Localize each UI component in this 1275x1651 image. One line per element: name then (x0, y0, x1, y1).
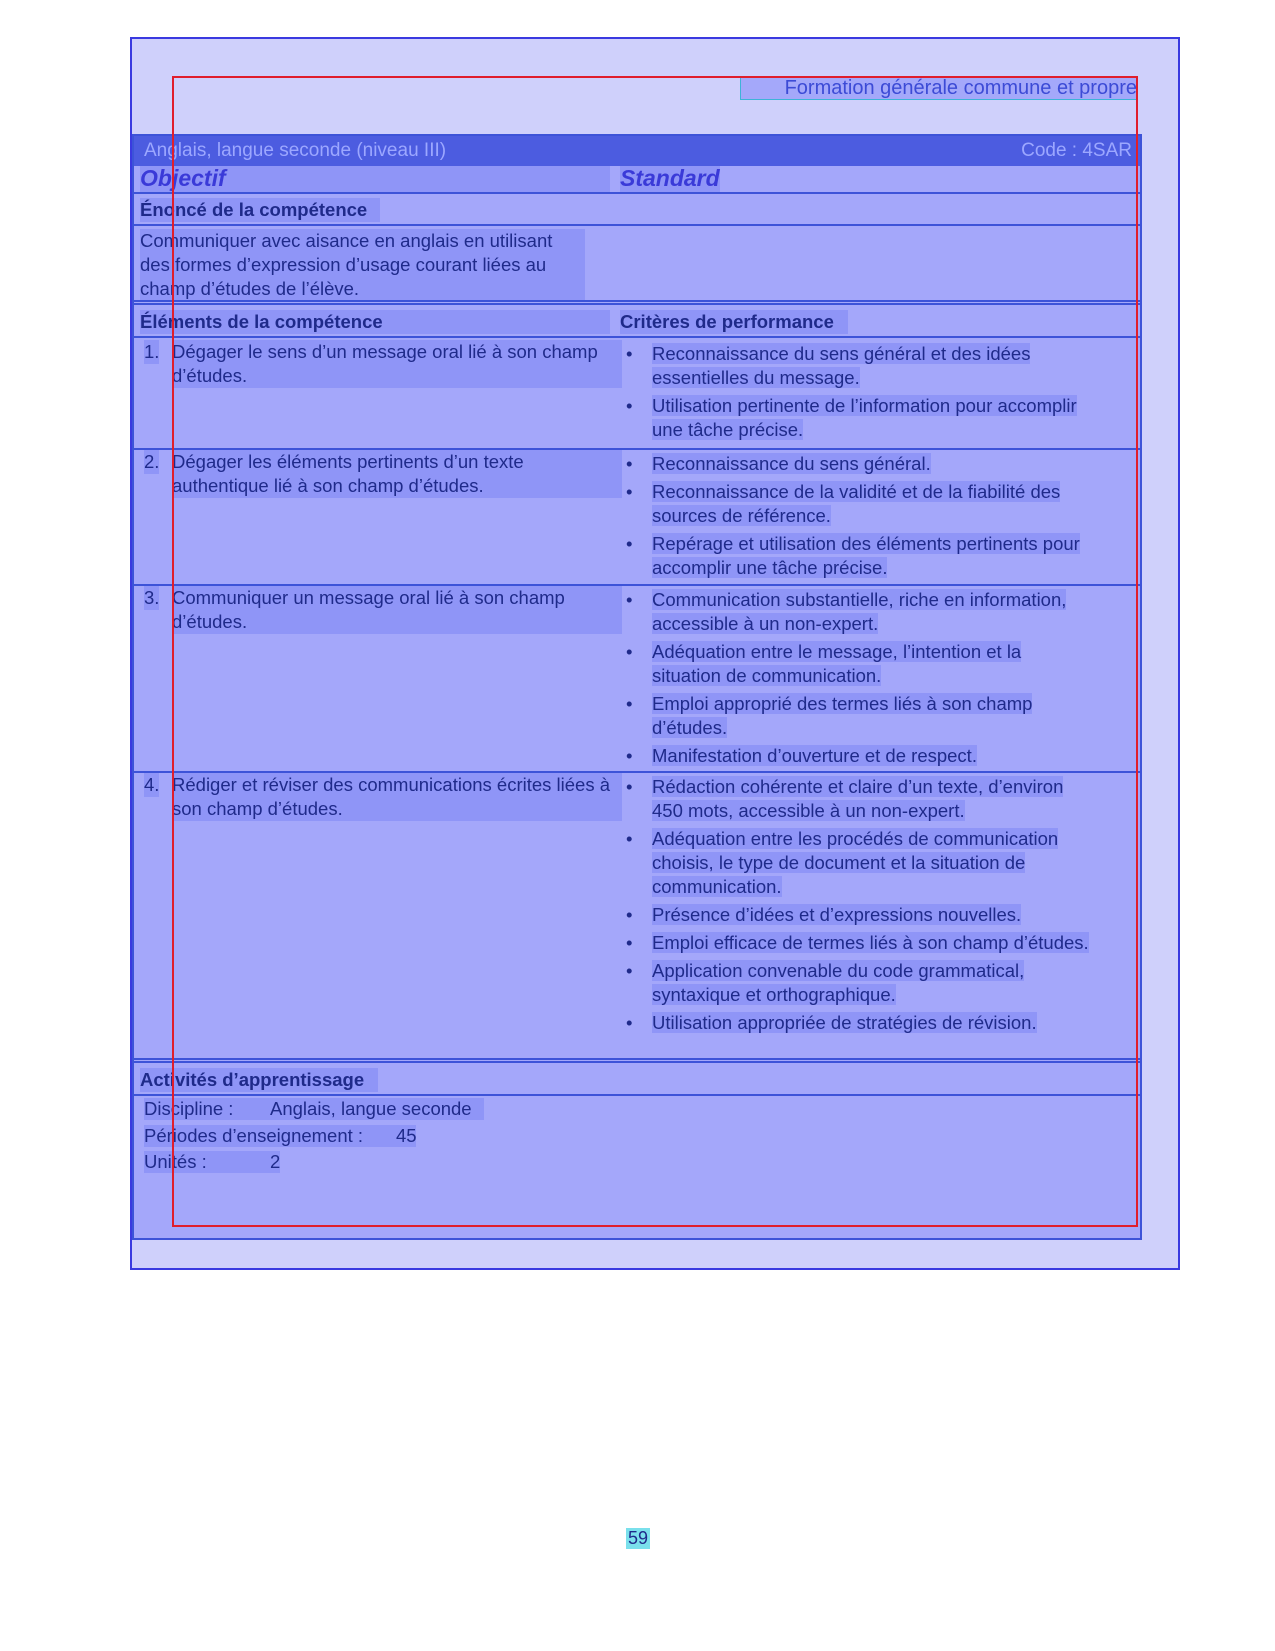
criterion-item (624, 394, 1094, 442)
course-title-bar (134, 136, 1140, 166)
bullet-icon: • (626, 745, 633, 766)
bullet-icon: • (626, 589, 633, 610)
criterion-text: Adéquation entre les procédés de communication choisis, le type de document et la situation de communication. (652, 828, 1059, 897)
bullet-icon: • (626, 776, 633, 797)
discipline-line (144, 1098, 484, 1120)
program-header: Formation générale commune et propre (740, 76, 1138, 100)
criterion-item (624, 931, 1094, 955)
criterion-item (624, 827, 1094, 899)
criterion-text: Repérage et utilisation des éléments pertinents pour accomplir une tâche précise. (652, 533, 1080, 578)
criterion-item (624, 744, 1094, 768)
competence-heading: Énoncé de la compétence (140, 198, 380, 222)
criteria-list (624, 588, 1094, 772)
criterion-item (624, 775, 1094, 823)
criterion-item (624, 959, 1094, 1007)
course-title: Anglais, langue seconde (niveau III) (144, 140, 447, 161)
units-value: 2 (270, 1151, 281, 1172)
criterion-text: Utilisation appropriée de stratégies de révision. (652, 1012, 1037, 1033)
criterion-text: Présence d’idées et d’expressions nouvelles. (652, 904, 1022, 925)
criterion-item (624, 342, 1094, 390)
course-code (1021, 140, 1132, 162)
bullet-icon: • (626, 932, 633, 953)
competence-statement: Communiquer avec aisance en anglais en utilisant des formes d’expression d’usage courant liées au champ d’études de l’élève. (140, 229, 585, 301)
divider (134, 300, 1140, 305)
criterion-text: Communication substantielle, riche en information, accessible à un non-expert. (652, 589, 1067, 634)
criterion-text: Utilisation pertinente de l’information pour accomplir une tâche précise. (652, 395, 1077, 440)
course-code-label: Code : (1021, 140, 1078, 161)
page-number: 59 (628, 1528, 649, 1548)
criterion-text: Reconnaissance du sens général. (652, 453, 931, 474)
element-text: Dégager les éléments pertinents d’un texte authentique lié à son champ d’études. (172, 450, 622, 498)
bullet-icon: • (626, 343, 633, 364)
criterion-item (624, 640, 1094, 688)
element-number: 2. (144, 451, 160, 472)
bullet-icon: • (626, 960, 633, 981)
criterion-item (624, 588, 1094, 636)
criteria-heading: Critères de performance (620, 310, 848, 334)
bullet-icon: • (626, 533, 633, 554)
bullet-icon: • (626, 453, 633, 474)
bullet-icon: • (626, 828, 633, 849)
criterion-item (624, 692, 1094, 740)
element-number: 3. (144, 587, 160, 608)
competence-table (132, 134, 1142, 1240)
criterion-text: Reconnaissance du sens général et des idées essentielles du message. (652, 343, 1031, 388)
divider (134, 336, 1140, 338)
divider (134, 1058, 1140, 1063)
criterion-item (624, 532, 1094, 580)
units-line (144, 1151, 280, 1173)
divider (134, 224, 1140, 226)
bullet-icon: • (626, 1012, 633, 1033)
bullet-icon: • (626, 904, 633, 925)
bullet-icon: • (626, 395, 633, 416)
criterion-text: Emploi efficace de termes liés à son champ d’études. (652, 932, 1089, 953)
criteria-list (624, 452, 1094, 584)
discipline-label: Discipline : (144, 1098, 234, 1119)
criterion-item (624, 480, 1094, 528)
bullet-icon: • (626, 481, 633, 502)
periods-line (144, 1125, 416, 1147)
standard-heading: Standard (620, 165, 720, 191)
criterion-item (624, 1011, 1094, 1035)
criterion-item (624, 452, 1094, 476)
criterion-text: Rédaction cohérente et claire d’un texte, d’environ 450 mots, accessible à un non-expert. (652, 776, 1064, 821)
element-text: Communiquer un message oral lié à son champ d’études. (172, 586, 622, 634)
criterion-text: Application convenable du code grammatical, syntaxique et orthographique. (652, 960, 1025, 1005)
periods-value: 45 (396, 1125, 417, 1146)
divider (134, 1094, 1140, 1096)
criteria-list (624, 775, 1094, 1039)
element-text: Rédiger et réviser des communications écrites liées à son champ d’études. (172, 773, 622, 821)
element-text: Dégager le sens d’un message oral lié à son champ d’études. (172, 340, 622, 388)
element-number: 4. (144, 774, 160, 795)
elements-heading: Éléments de la compétence (140, 310, 610, 334)
criterion-text: Adéquation entre le message, l’intention et la situation de communication. (652, 641, 1022, 686)
criterion-text: Manifestation d’ouverture et de respect. (652, 745, 977, 766)
element-number: 1. (144, 341, 160, 362)
periods-label: Périodes d’enseignement : (144, 1125, 364, 1146)
divider (134, 192, 1140, 194)
bullet-icon: • (626, 641, 633, 662)
criteria-list (624, 342, 1094, 446)
criterion-text: Emploi approprié des termes liés à son champ d’études. (652, 693, 1033, 738)
activities-heading: Activités d’apprentissage (140, 1068, 378, 1092)
criterion-text: Reconnaissance de la validité et de la fiabilité des sources de référence. (652, 481, 1061, 526)
units-label: Unités : (144, 1151, 207, 1172)
discipline-value: Anglais, langue seconde (270, 1098, 472, 1119)
objective-heading: Objectif (140, 166, 610, 192)
bullet-icon: • (626, 693, 633, 714)
course-code-value: 4SAR (1082, 140, 1132, 161)
criterion-item (624, 903, 1094, 927)
